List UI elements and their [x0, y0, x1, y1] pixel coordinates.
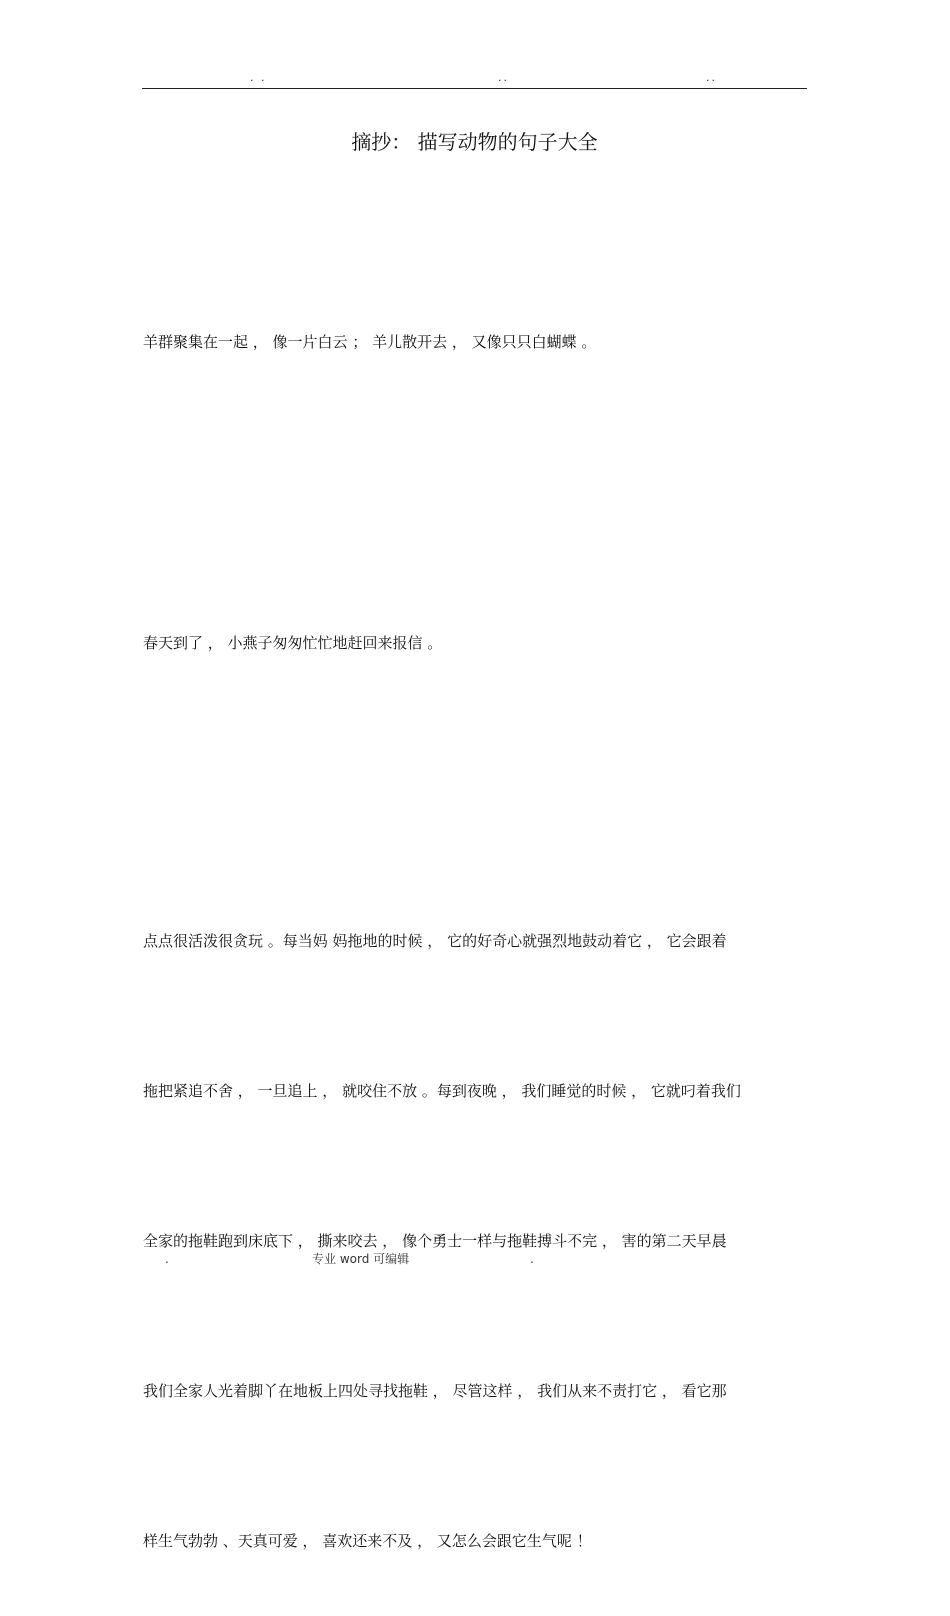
- header-rule: [142, 88, 807, 89]
- paragraph-3: [143, 816, 808, 1616]
- paragraph-line: 全家的拖鞋跑到床底下 ， 撕来咬去 ， 像个勇士一样与拖鞋搏斗不完 ， 害的第二天早晨: [143, 1232, 727, 1250]
- header-dots-right: ..: [706, 71, 717, 84]
- paragraph-1: [143, 217, 808, 417]
- paragraph-line: 羊群聚集在一起 ， 像一片白云 ； 羊儿散开去 ， 又像只只白蝴蝶 。: [143, 333, 597, 351]
- footer-dot-right: .: [530, 1252, 534, 1266]
- paragraph-line: 我们全家人光着脚丫在地板上四处寻找拖鞋 ， 尽管这样 ， 我们从来不责打它 ， 看它那: [143, 1382, 727, 1400]
- header-dots-left: . .: [250, 71, 267, 84]
- paragraph-line: 点点很活泼很贪玩 。每当妈 妈拖地的时候 ， 它的好奇心就强烈地鼓动着它 ， 它会跟着: [143, 932, 727, 950]
- header-dots-center: ..: [498, 71, 509, 84]
- paragraph-line: 拖把紧追不舍 ， 一旦追上 ， 就咬住不放 。每到夜晚 ， 我们睡觉的时候 ， 它就叼着我们: [143, 1082, 741, 1100]
- paragraph-2: [143, 518, 808, 718]
- paragraph-line: 春天到了 ， 小燕子匆匆忙忙地赶回来报信 。: [143, 634, 443, 652]
- footer-dot-left: .: [165, 1252, 169, 1266]
- paragraph-line: 样生气勃勃 、天真可爱 ， 喜欢还来不及 ， 又怎么会跟它生气呢 ！: [143, 1532, 592, 1550]
- document-title: 摘抄： 描写动物的句子大全: [351, 130, 598, 154]
- footer-label: 专业 word 可编辑: [312, 1252, 410, 1266]
